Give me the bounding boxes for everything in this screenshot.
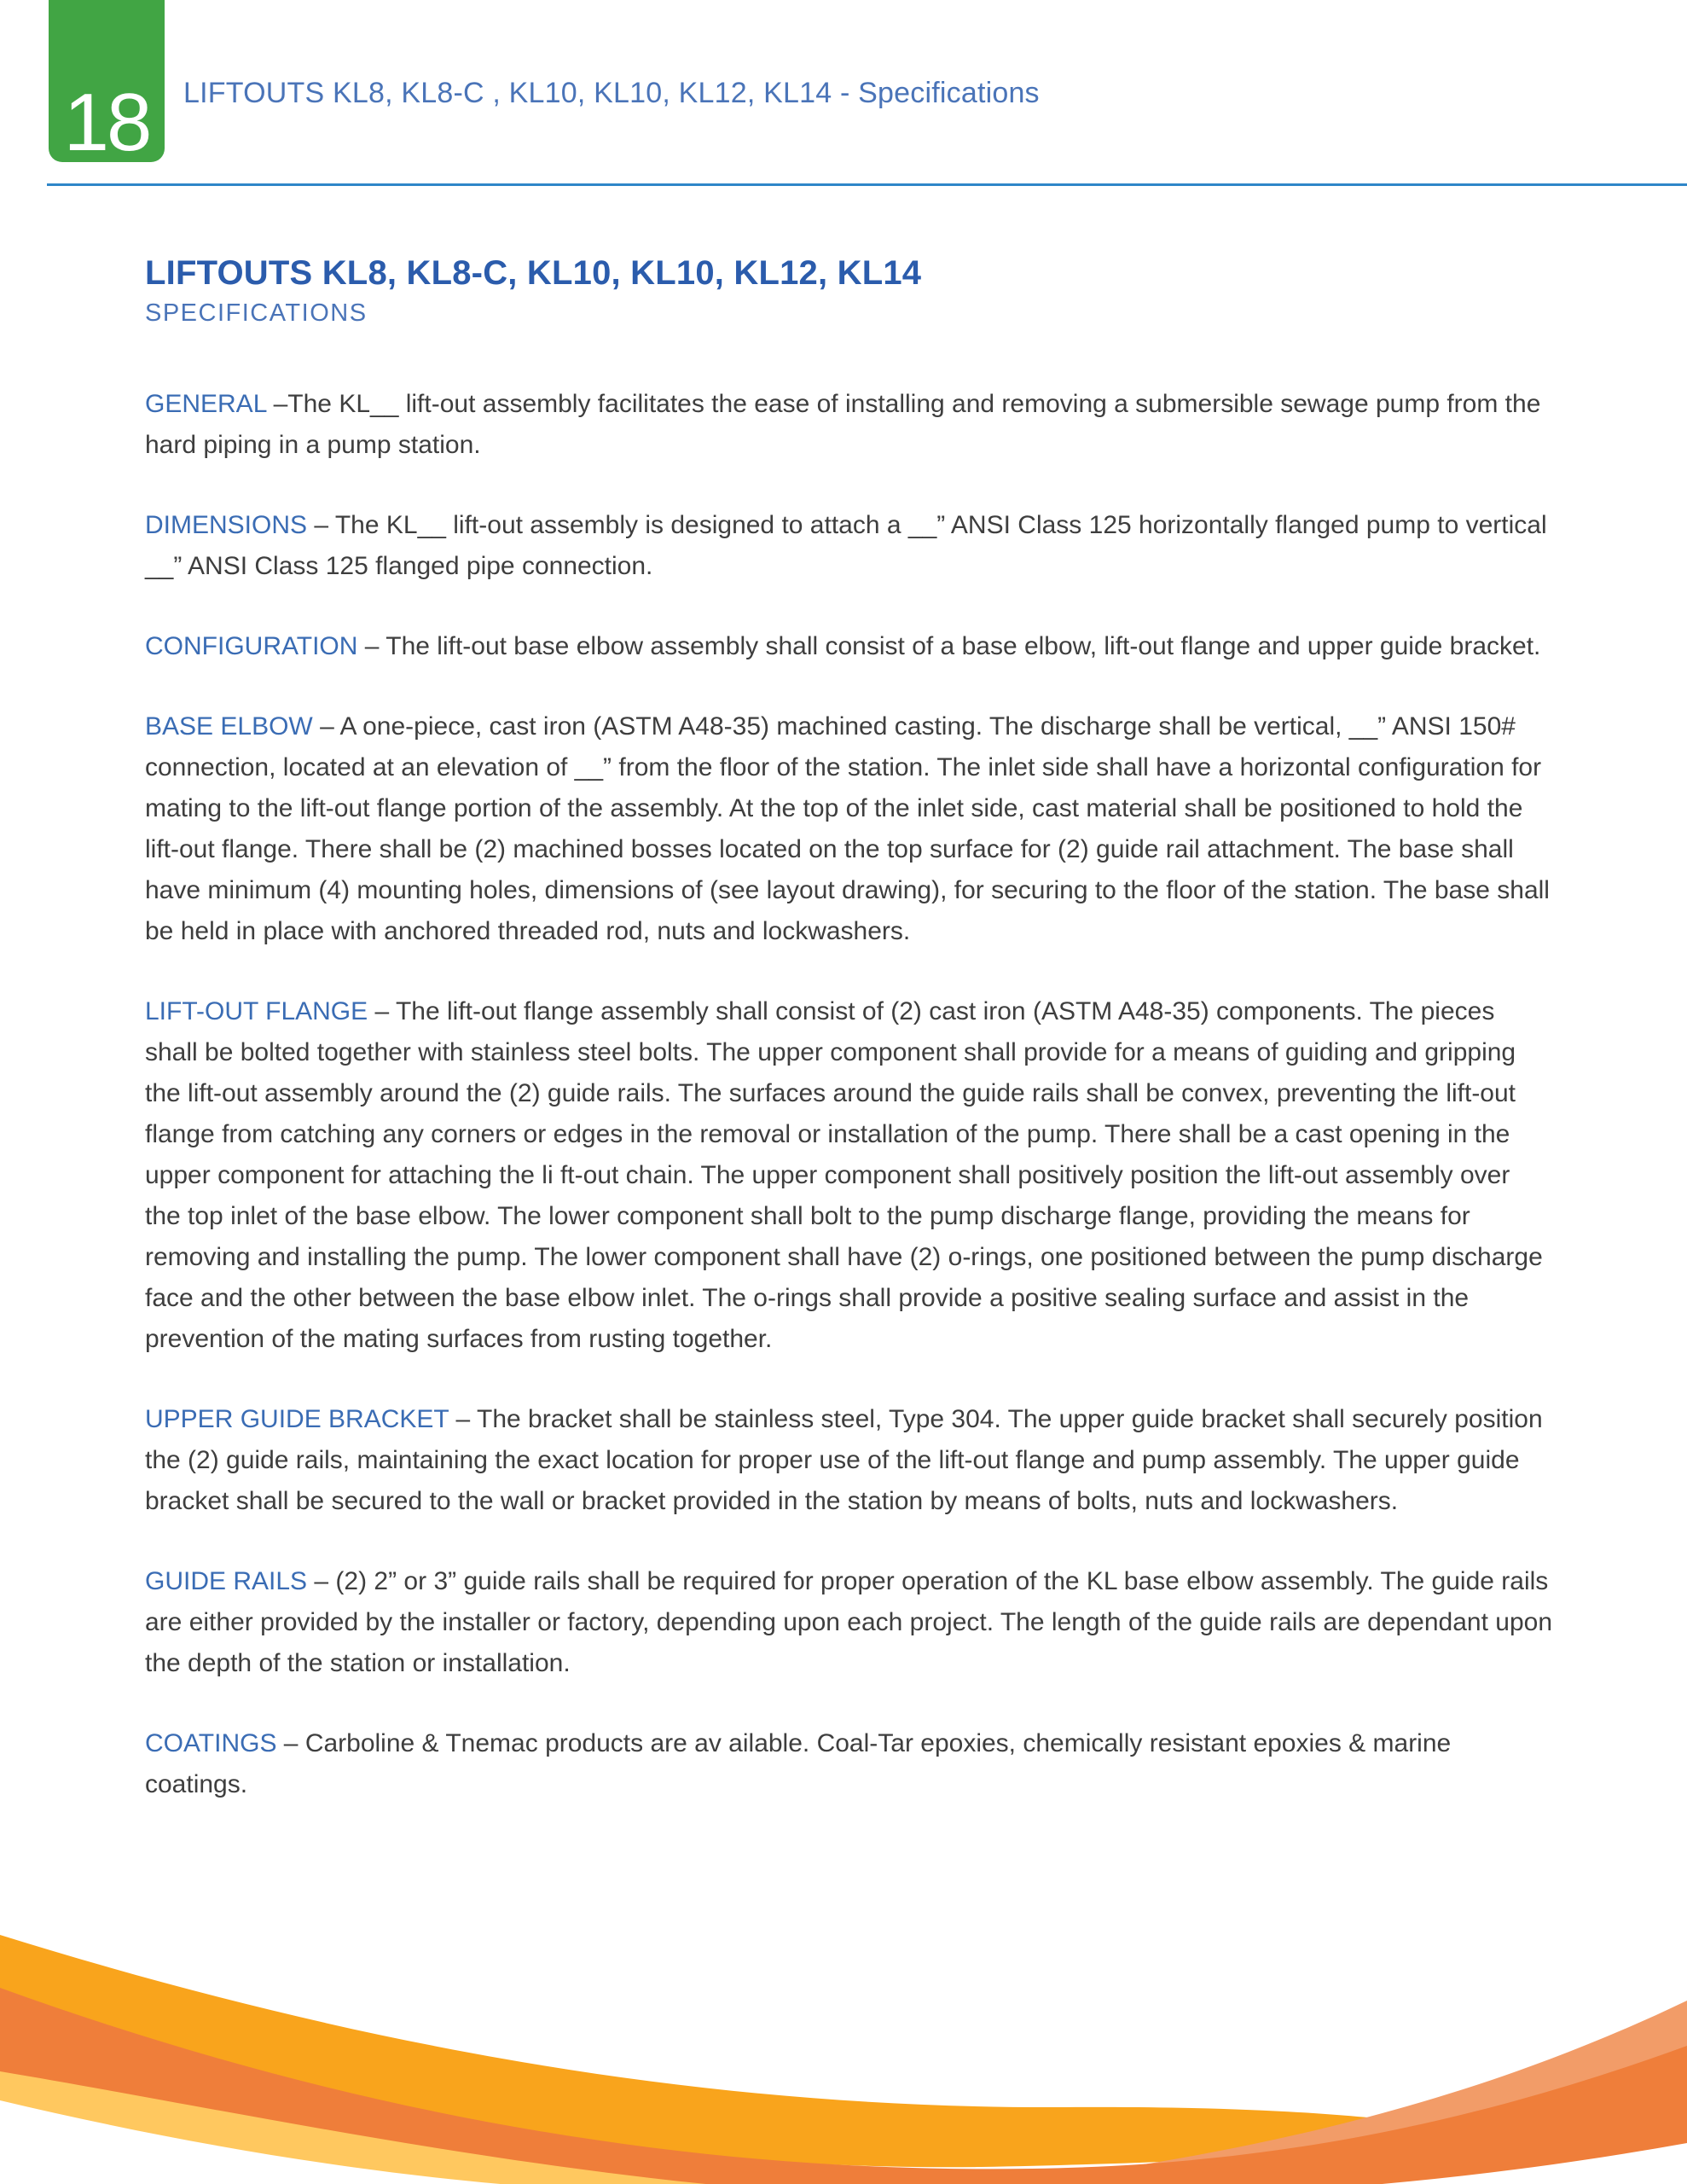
content xyxy=(145,254,1552,1844)
section-separator: – xyxy=(266,390,288,418)
section-separator: – xyxy=(307,511,335,539)
section-label: UPPER GUIDE BRACKET xyxy=(145,1405,449,1433)
section-label: COATINGS xyxy=(145,1729,277,1757)
section-label: CONFIGURATION xyxy=(145,632,358,660)
section-text: Carboline & Tnemac products are av ailable. Coal-Tar epoxies, chemically resistant epoxies & marine coatings. xyxy=(145,1729,1452,1798)
section-separator: – xyxy=(307,1567,336,1595)
header-title: LIFTOUTS KL8, KL8-C , KL10, KL10, KL12, KL14 - Specifications xyxy=(183,77,1040,109)
section-separator: – xyxy=(368,997,396,1025)
section-separator: – xyxy=(449,1405,478,1433)
section-label: GENERAL xyxy=(145,390,267,418)
spec-section xyxy=(145,1399,1552,1522)
section-text: The KL__ lift-out assembly is designed to attach a __” ANSI Class 125 horizontally flanged pump to vertical __” ANSI Class 125 flanged pipe connection. xyxy=(145,511,1547,580)
section-text: The lift-out flange assembly shall consist of (2) cast iron (ASTM A48-35) components. The pieces shall be bolted together with stainless steel bolts. The upper component shall provide for a means of guiding and gripping the lift-out assembly around the (2) guide rails. The surfaces around the guide rails shall be convex, preventing the lift-out flange from catching any corners or edges in the removal or installation of the pump. There shall be a cast opening in the upper component for attaching the li ft-out chain. The upper component shall positively position the lift-out assembly over the top inlet of the base elbow. The lower component shall bolt to the pump discharge flange, providing the means for removing and installing the pump. The lower component shall have (2) o-rings, one positioned between the pump discharge face and the other between the base elbow inlet. The o-rings shall provide a positive sealing surface and assist in the prevention of the mating surfaces from rusting together. xyxy=(145,997,1543,1353)
wave-decoration xyxy=(0,1706,1687,2184)
section-label: DIMENSIONS xyxy=(145,511,308,539)
spec-section xyxy=(145,991,1552,1360)
section-label: LIFT-OUT FLANGE xyxy=(145,997,368,1025)
section-label: BASE ELBOW xyxy=(145,712,313,741)
spec-paragraphs xyxy=(145,384,1552,1805)
section-separator: – xyxy=(312,712,340,741)
spec-section xyxy=(145,505,1552,587)
section-text: (2) 2” or 3” guide rails shall be required for proper operation of the KL base elbow assembly. The guide rails are either provided by the installer or factory, depending upon each project. The length of the guide rails are dependant upon the depth of the station or installation. xyxy=(145,1567,1552,1677)
page-number: 18 xyxy=(63,76,150,168)
spec-section xyxy=(145,706,1552,952)
doc-subtitle: SPECIFICATIONS xyxy=(145,299,368,327)
section-label: GUIDE RAILS xyxy=(145,1567,308,1595)
section-text: The bracket shall be stainless steel, Type 304. The upper guide bracket shall securely position the (2) guide rails, maintaining the exact location for proper use of the lift-out flange and pump assembly. The upper guide bracket shall be secured to the wall or bracket provided in the station by means of bolts, nuts and lockwashers. xyxy=(145,1405,1543,1515)
section-text: The KL__ lift-out assembly facilitates the ease of installing and removing a submersible sewage pump from the hard piping in a pump station. xyxy=(145,390,1541,459)
doc-title: LIFTOUTS KL8, KL8-C, KL10, KL10, KL12, KL14 xyxy=(145,254,922,292)
header-divider xyxy=(47,183,1687,186)
section-text: The lift-out base elbow assembly shall consist of a base elbow, lift-out flange and upper guide bracket. xyxy=(386,632,1541,660)
spec-section xyxy=(145,626,1552,667)
section-separator: – xyxy=(357,632,386,660)
section-text: A one-piece, cast iron (ASTM A48-35) machined casting. The discharge shall be vertical, __” ANSI 150# connection, located at an elevation of __” from the floor of the station. The inlet side shall have a horizontal configuration for mating to the lift-out flange portion of the assembly. At the top of the inlet side, cast material shall be positioned to hold the lift-out flange. There shall be (2) machined bosses located on the top surface for (2) guide rail attachment. The base shall have minimum (4) mounting holes, dimensions of (see layout drawing), for securing to the floor of the station. The base shall be held in place with anchored threaded rod, nuts and lockwashers. xyxy=(145,712,1550,945)
spec-section xyxy=(145,1561,1552,1684)
section-separator: – xyxy=(276,1729,305,1757)
spec-section xyxy=(145,384,1552,466)
page-number-badge xyxy=(49,0,165,168)
